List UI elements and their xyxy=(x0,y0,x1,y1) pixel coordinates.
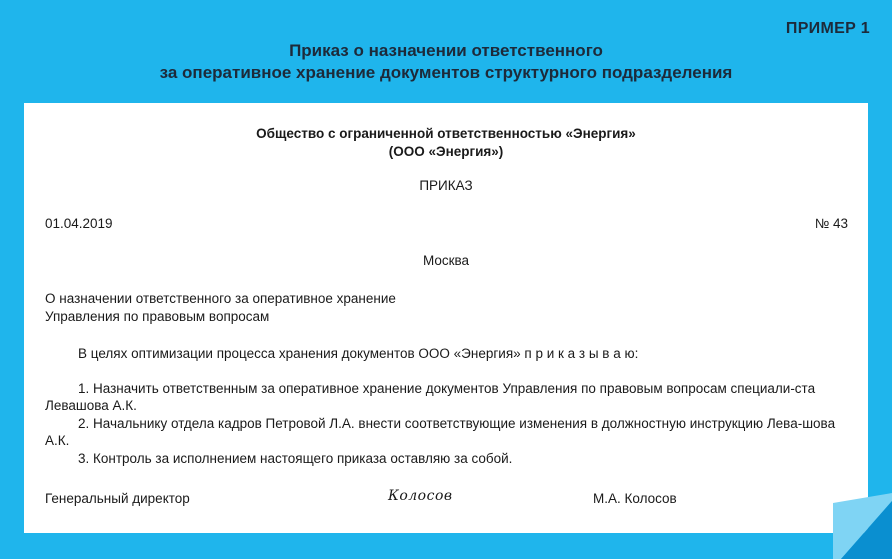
document-subject xyxy=(45,290,396,326)
document-date: 01.04.2019 xyxy=(45,216,113,231)
banner-title-line-2: за оперативное хранение документов структурного подразделения xyxy=(159,63,733,82)
preamble: В целях оптимизации процесса хранения документов ООО «Энергия» п р и к а з ы в а ю: xyxy=(78,346,639,361)
example-label: ПРИМЕР 1 xyxy=(785,20,870,37)
order-item-3: 3. Контроль за исполнением настоящего приказа оставляю за собой. xyxy=(78,450,513,466)
page-fold-icon xyxy=(833,493,892,559)
signatory-title: Генеральный директор xyxy=(45,491,190,506)
document-number: № 43 xyxy=(814,216,848,231)
banner-title-line-1: Приказ о назначении ответственного xyxy=(289,41,603,60)
banner-title xyxy=(0,40,892,84)
organization-short-name: (ООО «Энергия») xyxy=(388,144,504,159)
handwritten-signature: Колосов xyxy=(388,488,453,504)
signatory-name: М.А. Колосов xyxy=(593,491,677,506)
document-type: ПРИКАЗ xyxy=(419,178,473,193)
organization-full-name: Общество с ограниченной ответственностью «Энергия» xyxy=(256,126,636,141)
order-item-1: 1. Назначить ответственным за оперативное хранение документов Управления по правовым вопросам специали-ста Левашова А.К. xyxy=(45,380,816,413)
document-city: Москва xyxy=(422,253,470,268)
document-body xyxy=(45,345,850,467)
document-sheet xyxy=(24,103,868,533)
order-item-2: 2. Начальнику отдела кадров Петровой Л.А. внести соответствующие изменения в должностную инструкцию Лева-шова А.К. xyxy=(45,415,836,448)
organization-name xyxy=(24,125,868,161)
subject-line-2: Управления по правовым вопросам xyxy=(45,309,270,324)
subject-line-1: О назначении ответственного за оперативное хранение xyxy=(45,291,396,306)
